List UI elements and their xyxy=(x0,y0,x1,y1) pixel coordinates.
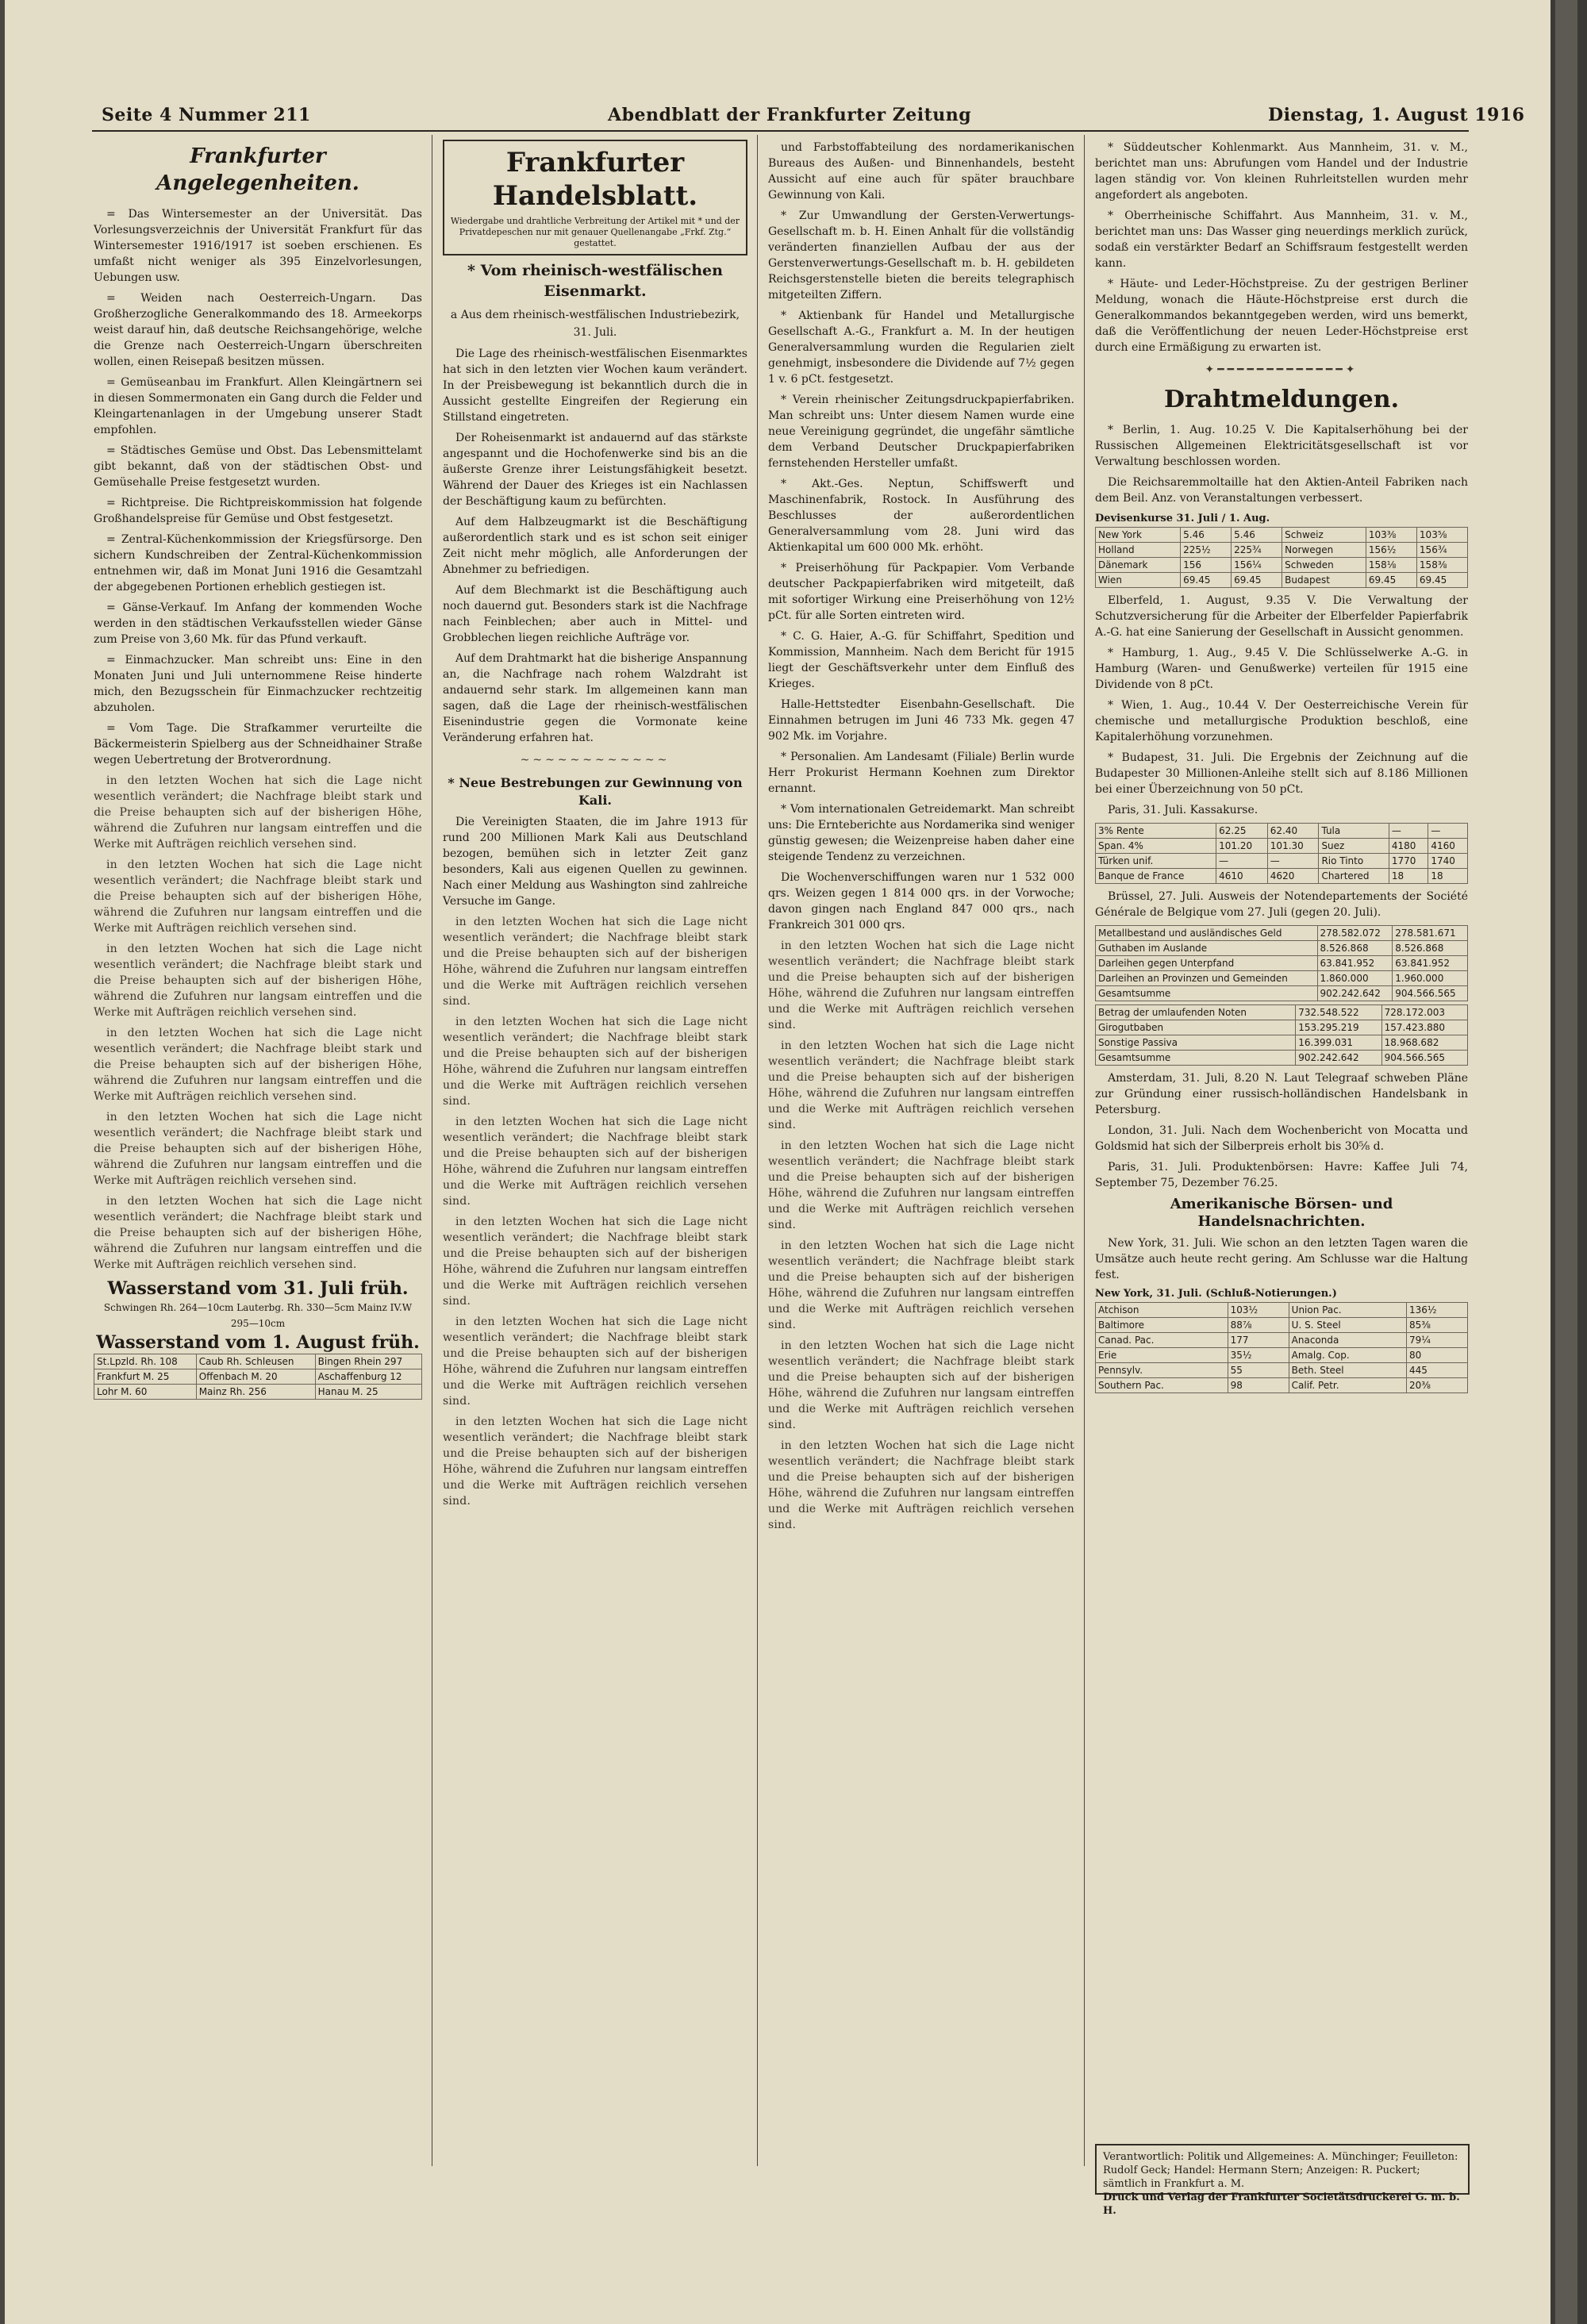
ny-row-cell: 88⅞ xyxy=(1228,1318,1289,1333)
filler-paragraph: in den letzten Wochen hat sich die Lage nicht wesentlich verändert; die Nachfrage bleibt stark und die Preise behaupten sich auf der bisherigen Höhe, während die Zufuhren nur langsam eintreffen und die Werke mit Aufträgen reichlich versehen sind. xyxy=(94,1195,422,1271)
passiva-row xyxy=(1096,1051,1468,1066)
article-paragraph: * Süddeutscher Kohlenmarkt. Aus Mannheim, 31. v. M., berichtet man uns: Abrufungen vom Handel und der Industrie lagen ständig vor. Von kleinen Ruhrleitstellen wurden mehr angefordert als angeboten. xyxy=(1095,141,1468,202)
devisen-row-cell: Schweden xyxy=(1282,558,1366,573)
wire-paragraph: * Wien, 1. Aug., 10.44 V. Der Oesterreichische Verein für chemische und metallurgische Produktion beschloß, eine Kapitalerhöhung vorzunehmen. xyxy=(1095,699,1468,743)
wire-paragraph: * Hamburg, 1. Aug., 9.45 V. Die Schlüsselwerke A.-G. in Hamburg (Waren- und Genußwerke) verteilen für 1915 eine Dividende von 8 pCt. xyxy=(1095,647,1468,691)
filler-paragraph: in den letzten Wochen hat sich die Lage nicht wesentlich verändert; die Nachfrage bleibt stark und die Preise behaupten sich auf der bisherigen Höhe, während die Zufuhren nur langsam eintreffen und die Werke mit Aufträgen reichlich versehen sind. xyxy=(443,1216,747,1308)
devisen-row-cell: 158⅜ xyxy=(1416,558,1467,573)
article-paragraph: = Einmachzucker. Man schreibt uns: Eine in den Monaten Juni und Juli unternommene Reise hinderte mich, den Bezugsschein für Einmachzucker rechtzeitig abzuholen. xyxy=(94,654,422,714)
bruessel-row xyxy=(1096,956,1468,971)
devisen-title: Devisenkurse 31. Juli / 1. Aug. xyxy=(1095,513,1270,524)
article-paragraph: und Farbstoffabteilung des nordamerikanischen Bureaus des Außen- und Binnenhandels, besteht Aussicht auf eine auch für später brauchbare Gewinnung von Kali. xyxy=(768,141,1074,202)
bruessel-row-cell: Darleihen an Provinzen und Gemeinden xyxy=(1096,971,1318,986)
devisen-row-cell: 69.45 xyxy=(1416,573,1467,588)
ornament-divider: ~~~~~~~~~~~~ xyxy=(520,754,671,766)
devisen-row-cell: Norwegen xyxy=(1282,543,1366,558)
paris-row-cell: — xyxy=(1216,854,1268,869)
filler-paragraph: in den letzten Wochen hat sich die Lage nicht wesentlich verändert; die Nachfrage bleibt stark und die Preise behaupten sich auf der bisherigen Höhe, während die Zufuhren nur langsam eintreffen und die Werke mit Aufträgen reichlich versehen sind. xyxy=(443,1416,747,1508)
water-level-row-cell: Offenbach M. 20 xyxy=(196,1369,315,1385)
water-level-row-cell: Hanau M. 25 xyxy=(315,1385,421,1400)
paris-row-cell: 62.40 xyxy=(1267,824,1319,839)
article-list xyxy=(1095,140,1468,355)
bruessel-row xyxy=(1096,971,1468,986)
bruessel-row xyxy=(1096,941,1468,956)
bruessel-row xyxy=(1096,926,1468,941)
ny-row-cell: 136½ xyxy=(1406,1303,1467,1318)
column-divider xyxy=(757,135,758,2166)
devisen-row-cell: 69.45 xyxy=(1181,573,1232,588)
paris-row-cell: Rio Tinto xyxy=(1319,854,1389,869)
passiva-row-cell: 18.968.682 xyxy=(1381,1035,1467,1051)
article-paragraph: = Richtpreise. Die Richtpreiskommission hat folgende Großhandelspreise für Gemüse und Obst festgesetzt. xyxy=(94,497,422,525)
paris-row-cell: 18 xyxy=(1428,869,1468,884)
american-news-para: New York, 31. Juli. Wie schon an den letzten Tagen waren die Umsätze auch heute recht gering. Am Schlusse war die Haltung fest. xyxy=(1095,1237,1468,1281)
wire-paragraph: Elberfeld, 1. August, 9.35 V. Die Verwaltung der Schutzversicherung für die Arbeiter der Elberfelder Papierfabrik A.-G. hat eine Sanierung der Gesellschaft in Aussicht genommen. xyxy=(1095,594,1468,639)
devisen-row xyxy=(1096,558,1468,573)
passiva-row xyxy=(1096,1035,1468,1051)
passiva-row xyxy=(1096,1005,1468,1020)
devisen-row-cell: 103⅝ xyxy=(1416,528,1467,543)
amsterdam-para: Amsterdam, 31. Juli, 8.20 N. Laut Telegraaf schweben Pläne zur Gründung einer russisch-holländischen Handelsbank in Petersburg. xyxy=(1095,1072,1468,1116)
ny-row-cell: 35½ xyxy=(1228,1348,1289,1363)
column-wire-news xyxy=(1095,140,1468,2139)
article-paragraph: = Gänse-Verkauf. Im Anfang der kommenden Woche werden in den städtischen Verkaufsstellen wieder Gänse zum Preise von 3,60 Mk. für das Pfund verkauft. xyxy=(94,601,422,646)
paris-row xyxy=(1096,854,1468,869)
paris-row-cell: 1770 xyxy=(1389,854,1428,869)
passiva-row-cell: 728.172.003 xyxy=(1381,1005,1467,1020)
imprint-line-2: Druck und Verlag der Frankfurter Societätsdruckerei G. m. b. H. xyxy=(1103,2191,1460,2217)
devisen-row-cell: 69.45 xyxy=(1232,573,1282,588)
article-paragraph: Auf dem Drahtmarkt hat die bisherige Anspannung an, die Nachfrage nach rohem Walzdraht ist andauernd sehr stark. Im allgemeinen kann man sagen, daß die Lage der rheinisch-westfälischen Eisenindustrie gegen die Vormonate keine Veränderung erfahren hat. xyxy=(443,652,747,744)
article-heading-2: * Neue Bestrebungen zur Gewinnung von Kali. xyxy=(448,775,743,808)
devisen-row-cell: 156¾ xyxy=(1416,543,1467,558)
devisen-row xyxy=(1096,573,1468,588)
ny-row xyxy=(1096,1303,1468,1318)
ny-row-cell: Southern Pac. xyxy=(1096,1378,1228,1393)
paris-row-cell: 4610 xyxy=(1216,869,1268,884)
passiva-row-cell: 732.548.522 xyxy=(1296,1005,1381,1020)
paris-row-cell: 4160 xyxy=(1428,839,1468,854)
water-level-row xyxy=(94,1369,422,1385)
paris-row xyxy=(1096,839,1468,854)
passiva-row-cell: 16.399.031 xyxy=(1296,1035,1381,1051)
article-paragraph: = Vom Tage. Die Strafkammer verurteilte die Bäckermeisterin Spielberg aus der Schneidhainer Straße wegen Uebertretung der Brotverordnung. xyxy=(94,722,422,766)
article-paragraph: * C. G. Haier, A.-G. für Schiffahrt, Spedition und Kommission, Mannheim. Nach dem Bericht für 1915 liegt der Geschäftsverkehr unter dem Einfluß des Krieges. xyxy=(768,630,1074,690)
bruessel-passiva-table xyxy=(1095,1005,1468,1066)
ny-row-cell: 85⅜ xyxy=(1406,1318,1467,1333)
bruessel-aktiva-table xyxy=(1095,925,1468,1001)
paris-row-cell: Banque de France xyxy=(1096,869,1216,884)
bruessel-row-cell: 1.960.000 xyxy=(1393,971,1468,986)
water-level-row-cell: Frankfurt M. 25 xyxy=(94,1369,197,1385)
water-level-title-1: Wasserstand vom 31. Juli früh. xyxy=(107,1278,409,1299)
paris-row-cell: Chartered xyxy=(1319,869,1389,884)
passiva-row-cell: 153.295.219 xyxy=(1296,1020,1381,1035)
paris-row-cell: — xyxy=(1267,854,1319,869)
bruessel-row-cell: 63.841.952 xyxy=(1393,956,1468,971)
paris-row-cell: — xyxy=(1428,824,1468,839)
ny-row xyxy=(1096,1318,1468,1333)
paris-row-cell: 18 xyxy=(1389,869,1428,884)
ny-table xyxy=(1095,1302,1468,1393)
devisen-row-cell: Budapest xyxy=(1282,573,1366,588)
filler-paragraph: in den letzten Wochen hat sich die Lage nicht wesentlich verändert; die Nachfrage bleibt stark und die Preise behaupten sich auf der bisherigen Höhe, während die Zufuhren nur langsam eintreffen und die Werke mit Aufträgen reichlich versehen sind. xyxy=(768,1239,1074,1331)
filler-paragraph: in den letzten Wochen hat sich die Lage nicht wesentlich verändert; die Nachfrage bleibt stark und die Preise behaupten sich auf der bisherigen Höhe, während die Zufuhren nur langsam eintreffen und die Werke mit Aufträgen reichlich versehen sind. xyxy=(94,774,422,851)
passiva-row-cell: Girogutbaben xyxy=(1096,1020,1296,1035)
ny-title: New York, 31. Juli. (Schluß-Notierungen.) xyxy=(1095,1288,1337,1300)
header-right: Dienstag, 1. August 1916 xyxy=(1268,105,1525,125)
article-paragraph: Auf dem Halbzeugmarkt ist die Beschäftigung außerordentlich stark und es ist schon seit einiger Zeit nicht mehr möglich, alle Anforderungen der Abnehmer zu befriedigen. xyxy=(443,516,747,576)
devisen-row xyxy=(1096,543,1468,558)
london-para: London, 31. Juli. Nach dem Wochenbericht von Mocatta und Goldsmid hat sich der Silberpreis erholt bis 30⅝ d. xyxy=(1095,1124,1468,1153)
article-paragraph: Die Wochenverschiffungen waren nur 1 532 000 qrs. Weizen gegen 1 814 000 qrs. in der Vorwoche; davon gingen nach England 847 000 qrs., nach Frankreich 301 000 qrs. xyxy=(768,871,1074,932)
devisen-row-cell: 69.45 xyxy=(1366,573,1416,588)
article-paragraph: * Häute- und Leder-Höchstpreise. Zu der gestrigen Berliner Meldung, wonach die Häute-Höchstpreise erst durch die Generalkommandos bekanntgegeben werden, wird uns bemerkt, daß die Veröffentlichung der neuen Leder-Höchstpreise erst durch eine Ermäßigung zu erwarten ist. xyxy=(1095,278,1468,354)
filler-paragraph: in den letzten Wochen hat sich die Lage nicht wesentlich verändert; die Nachfrage bleibt stark und die Preise behaupten sich auf der bisherigen Höhe, während die Zufuhren nur langsam eintreffen und die Werke mit Aufträgen reichlich versehen sind. xyxy=(768,1439,1074,1531)
paris-row-cell: Tula xyxy=(1319,824,1389,839)
article-paragraph: Der Roheisenmarkt ist andauernd auf das stärkste angespannt und die Hochofenwerke sind bis an die äußerste Grenze ihrer Leistungsfähigkeit besetzt. Während der Dauer des Krieges ist ein Nachlassen der Beschäftigung kaum zu befürchten. xyxy=(443,432,747,508)
ny-row xyxy=(1096,1348,1468,1363)
passiva-row-cell: Betrag der umlaufenden Noten xyxy=(1096,1005,1296,1020)
bruessel-row-cell: Metallbestand und ausländisches Geld xyxy=(1096,926,1318,941)
bruessel-row xyxy=(1096,986,1468,1001)
water-level-row xyxy=(94,1385,422,1400)
article-paragraph: = Weiden nach Oesterreich-Ungarn. Das Großherzogliche Generalkommando des 18. Armeekorps weist darauf hin, daß deutsche Reichsangehörige, welche die Grenze nach Oesterreich-Ungarn überschreiten wollen, einen Reisepaß besitzen müssen. xyxy=(94,292,422,368)
water-level-row-cell: Bingen Rhein 297 xyxy=(315,1354,421,1369)
filler-paragraph: in den letzten Wochen hat sich die Lage nicht wesentlich verändert; die Nachfrage bleibt stark und die Preise behaupten sich auf der bisherigen Höhe, während die Zufuhren nur langsam eintreffen und die Werke mit Aufträgen reichlich versehen sind. xyxy=(94,859,422,935)
devisen-row-cell: Dänemark xyxy=(1096,558,1181,573)
article-list xyxy=(94,206,422,1273)
ornament-divider: ✦━━━━━━━━━━━━━✦ xyxy=(1205,363,1358,376)
ny-row-cell: Beth. Steel xyxy=(1289,1363,1406,1378)
column-trade-sheet xyxy=(443,140,747,2163)
devisen-table xyxy=(1095,527,1468,588)
ny-row-cell: 103½ xyxy=(1228,1303,1289,1318)
devisen-row-cell: 225½ xyxy=(1181,543,1232,558)
bruessel-row-cell: 902.242.642 xyxy=(1317,986,1393,1001)
article-paragraph: * Zur Umwandlung der Gersten-Verwertungs-Gesellschaft m. b. H. Einen Anhalt für die vollständig veränderten finanziellen Aufbau der aus der Gerstenverwertungs-Gesellschaft m. b. H. gebildeten Reichsgerstenstelle bieten die bereits telegraphisch mitgeteilten Ziffern. xyxy=(768,209,1074,302)
devisen-row-cell: 5.46 xyxy=(1232,528,1282,543)
devisen-row-cell: 225¾ xyxy=(1232,543,1282,558)
ny-row-cell: 80 xyxy=(1406,1348,1467,1363)
article-body xyxy=(443,346,747,746)
paris-row-cell: Türken unif. xyxy=(1096,854,1216,869)
newspaper-page xyxy=(5,0,1550,2324)
ny-row-cell: Union Pac. xyxy=(1289,1303,1406,1318)
ny-row-cell: Atchison xyxy=(1096,1303,1228,1318)
passiva-row-cell: 904.566.565 xyxy=(1381,1051,1467,1066)
water-level-title-2: Wasserstand vom 1. August früh. xyxy=(96,1332,420,1353)
filler-paragraph: in den letzten Wochen hat sich die Lage nicht wesentlich verändert; die Nachfrage bleibt stark und die Preise behaupten sich auf der bisherigen Höhe, während die Zufuhren nur langsam eintreffen und die Werke mit Aufträgen reichlich versehen sind. xyxy=(94,943,422,1019)
paris-row-cell: 4620 xyxy=(1267,869,1319,884)
header-left: Seite 4 Nummer 211 xyxy=(102,105,311,125)
devisen-row-cell: 156¼ xyxy=(1232,558,1282,573)
filler-paragraph: in den letzten Wochen hat sich die Lage nicht wesentlich verändert; die Nachfrage bleibt stark und die Preise behaupten sich auf der bisherigen Höhe, während die Zufuhren nur langsam eintreffen und die Werke mit Aufträgen reichlich versehen sind. xyxy=(443,1016,747,1108)
passiva-row-cell: 157.423.880 xyxy=(1381,1020,1467,1035)
filler-paragraph: in den letzten Wochen hat sich die Lage nicht wesentlich verändert; die Nachfrage bleibt stark und die Preise behaupten sich auf der bisherigen Höhe, während die Zufuhren nur langsam eintreffen und die Werke mit Aufträgen reichlich versehen sind. xyxy=(768,1139,1074,1231)
bruessel-row-cell: Gesamtsumme xyxy=(1096,986,1318,1001)
section-title: Frankfurter Angelegenheiten. xyxy=(156,144,359,195)
wire-paragraph: * Budapest, 31. Juli. Die Ergebnis der Zeichnung auf die Budapester 30 Millionen-Anleihe stellt sich auf 8.186 Millionen bei einer Überzeichnung von 50 pCt. xyxy=(1095,751,1468,796)
paris-row-cell: 4180 xyxy=(1389,839,1428,854)
passiva-row xyxy=(1096,1020,1468,1035)
water-level-row-cell: Aschaffenburg 12 xyxy=(315,1369,421,1385)
paris-row-cell: 101.30 xyxy=(1267,839,1319,854)
imprint-line-1: Verantwortlich: Politik und Allgemeines: A. Münchinger; Feuilleton: Rudolf Geck; Handel: Hermann Stern; Anzeigen: R. Puckert; sämtlich in Frankfurt a. M. xyxy=(1103,2151,1458,2190)
column-markets xyxy=(768,140,1074,2163)
filler-paragraph: in den letzten Wochen hat sich die Lage nicht wesentlich verändert; die Nachfrage bleibt stark und die Preise behaupten sich auf der bisherigen Höhe, während die Zufuhren nur langsam eintreffen und die Werke mit Aufträgen reichlich versehen sind. xyxy=(443,1116,747,1208)
ny-row-cell: Canad. Pac. xyxy=(1096,1333,1228,1348)
ny-row-cell: 55 xyxy=(1228,1363,1289,1378)
water-level-line: Schwingen Rh. 264—10cm Lauterbg. Rh. 330—5cm Mainz IV.W 295—10cm xyxy=(103,1302,413,1329)
article-paragraph: Die Vereinigten Staaten, die im Jahre 1913 für rund 200 Millionen Mark Kali aus Deutschland bezogen, bemühen sich in letzter Zeit ganz besonders, Kali aus eigenen Quellen zu gewinnen. Nach einer Meldung aus Washington sind zahlreiche Versuche im Gange. xyxy=(443,816,747,908)
article-paragraph: = Zentral-Küchenkommission der Kriegsfürsorge. Den sichern Kundschreiben der Zentral-Küchenkommission entnehmen wir, daß im Monat Juni 1916 die Gesamtzahl der abgegebenen Portionen erheblich gestiegen ist. xyxy=(94,533,422,593)
devisen-row-cell: 156 xyxy=(1181,558,1232,573)
ny-row-cell: Pennsylv. xyxy=(1096,1363,1228,1378)
header-center: Abendblatt der Frankfurter Zeitung xyxy=(608,105,972,125)
paris-row-cell: 1740 xyxy=(1428,854,1468,869)
page-edge-inner xyxy=(1555,0,1577,2324)
article-paragraph: Auf dem Blechmarkt ist die Beschäftigung auch noch dauernd gut. Besonders stark ist die Nachfrage nach Feinblechen; aber auch in Mittel- und Grobblechen liegen reichliche Aufträge vor. xyxy=(443,584,747,644)
filler-paragraph: in den letzten Wochen hat sich die Lage nicht wesentlich verändert; die Nachfrage bleibt stark und die Preise behaupten sich auf der bisherigen Höhe, während die Zufuhren nur langsam eintreffen und die Werke mit Aufträgen reichlich versehen sind. xyxy=(94,1111,422,1187)
devisen-row-cell: 158⅛ xyxy=(1366,558,1416,573)
ny-row-cell: Erie xyxy=(1096,1348,1228,1363)
filler-paragraph: in den letzten Wochen hat sich die Lage nicht wesentlich verändert; die Nachfrage bleibt stark und die Preise behaupten sich auf der bisherigen Höhe, während die Zufuhren nur langsam eintreffen und die Werke mit Aufträgen reichlich versehen sind. xyxy=(443,916,747,1008)
article-paragraph: = Gemüseanbau im Frankfurt. Allen Kleingärtnern sei in diesen Sommermonaten ein Gang durch die Felder und Kleingartenanlagen in der Umgebung unserer Stadt empfohlen. xyxy=(94,376,422,436)
water-level-row-cell: Caub Rh. Schleusen xyxy=(196,1354,315,1369)
ny-row-cell: Amalg. Cop. xyxy=(1289,1348,1406,1363)
passiva-row-cell: Sonstige Passiva xyxy=(1096,1035,1296,1051)
article-paragraph: * Oberrheinische Schiffahrt. Aus Mannheim, 31. v. M., berichtet man uns: Das Wasser ging neuerdings merklich zurück, sodaß ein verstärkter Bedarf an Schiffsraum festgestellt werden kann. xyxy=(1095,209,1468,270)
ny-row-cell: 20⅜ xyxy=(1406,1378,1467,1393)
paris-table xyxy=(1095,823,1468,884)
ny-row-cell: 177 xyxy=(1228,1333,1289,1348)
bruessel-row-cell: 278.582.072 xyxy=(1317,926,1393,941)
header-rule xyxy=(92,130,1469,132)
filler-paragraph: in den letzten Wochen hat sich die Lage nicht wesentlich verändert; die Nachfrage bleibt stark und die Preise behaupten sich auf der bisherigen Höhe, während die Zufuhren nur langsam eintreffen und die Werke mit Aufträgen reichlich versehen sind. xyxy=(768,1339,1074,1431)
wire-paragraph: Die Reichsaremmoltaille hat den Aktien-Anteil Fabriken nach dem Beil. Anz. von Veranstaltungen verbessert. xyxy=(1095,476,1468,505)
water-level-table xyxy=(94,1354,422,1400)
ny-row-cell: Anaconda xyxy=(1289,1333,1406,1348)
column-divider xyxy=(1084,135,1085,2166)
trade-title-box xyxy=(443,140,747,255)
trade-subnote: Wiedergabe und drahtliche Verbreitung der Artikel mit * und der Privatdepeschen nur mit genauer Quellenangabe „Frkf. Ztg.“ gestattet. xyxy=(450,216,740,248)
ny-row-cell: U. S. Steel xyxy=(1289,1318,1406,1333)
article-paragraph: Die Lage des rheinisch-westfälischen Eisenmarktes hat sich in den letzten vier Wochen kaum verändert. In der Preisbewegung ist bekanntlich durch die in Aussicht gestellte Eingreifen der Regierung ein Stillstand eingetreten. xyxy=(443,348,747,424)
filler-paragraph: in den letzten Wochen hat sich die Lage nicht wesentlich verändert; die Nachfrage bleibt stark und die Preise behaupten sich auf der bisherigen Höhe, während die Zufuhren nur langsam eintreffen und die Werke mit Aufträgen reichlich versehen sind. xyxy=(443,1316,747,1408)
american-news-title: Amerikanische Börsen- und Handelsnachrichten. xyxy=(1170,1196,1393,1230)
article-paragraph: * Vom internationalen Getreidemarkt. Man schreibt uns: Die Ernteberichte aus Nordamerika sind weniger günstig gewesen; die Weizenpreise haben daher eine steigende Tendenz zu verzeichnen. xyxy=(768,803,1074,863)
column-local-news xyxy=(94,140,422,2163)
imprint-box xyxy=(1095,2144,1470,2217)
water-level-row-cell: Lohr M. 60 xyxy=(94,1385,197,1400)
ny-row-cell: 79¼ xyxy=(1406,1333,1467,1348)
water-level-row xyxy=(94,1354,422,1369)
article-paragraph: = Städtisches Gemüse und Obst. Das Lebensmittelamt gibt bekannt, daß von der städtischen Obst- und Gemüsehalle Preise festgesetzt wurden. xyxy=(94,444,422,489)
passiva-row-cell: Gesamtsumme xyxy=(1096,1051,1296,1066)
filler-paragraph: in den letzten Wochen hat sich die Lage nicht wesentlich verändert; die Nachfrage bleibt stark und die Preise behaupten sich auf der bisherigen Höhe, während die Zufuhren nur langsam eintreffen und die Werke mit Aufträgen reichlich versehen sind. xyxy=(768,939,1074,1031)
bruessel-row-cell: 8.526.868 xyxy=(1393,941,1468,956)
article-paragraph: * Akt.-Ges. Neptun, Schiffswerft und Maschinenfabrik, Rostock. In Ausführung des Beschlusses der außerordentlichen Generalversammlung vom 28. Juni wird das Aktienkapital um 600 000 Mk. erhöht. xyxy=(768,478,1074,554)
paris-row-cell: 62.25 xyxy=(1216,824,1268,839)
devisen-row xyxy=(1096,528,1468,543)
bruessel-row-cell: 904.566.565 xyxy=(1393,986,1468,1001)
water-level-row-cell: Mainz Rh. 256 xyxy=(196,1385,315,1400)
article-paragraph: * Preiserhöhung für Packpapier. Vom Verbande deutscher Packpapierfabriken wird mitgeteilt, daß mit sofortiger Wirkung eine Preiserhöhung von 12½ pCt. für alle Sorten eintreten wird. xyxy=(768,562,1074,622)
ny-row xyxy=(1096,1333,1468,1348)
wire-news-more xyxy=(1095,593,1468,818)
filler-paragraph: in den letzten Wochen hat sich die Lage nicht wesentlich verändert; die Nachfrage bleibt stark und die Preise behaupten sich auf der bisherigen Höhe, während die Zufuhren nur langsam eintreffen und die Werke mit Aufträgen reichlich versehen sind. xyxy=(768,1039,1074,1131)
devisen-row-cell: New York xyxy=(1096,528,1181,543)
wire-paragraph: Paris, 31. Juli. Kassakurse. xyxy=(1108,804,1258,816)
water-level-row-cell: St.Lpzld. Rh. 108 xyxy=(94,1354,197,1369)
paris-row xyxy=(1096,824,1468,839)
article-paragraph: Halle-Hettstedter Eisenbahn-Gesellschaft. Die Einnahmen betrugen im Juni 46 733 Mk. gegen 47 902 Mk. im Vorjahre. xyxy=(768,698,1074,743)
article-paragraph: * Verein rheinischer Zeitungsdruckpapierfabriken. Man schreibt uns: Unter diesem Namen wurde eine neue Vereinigung gegründet, die ungefähr sämtliche dem Verband Deutscher Druckpapierfabriken fernstehenden Hersteller umfaßt. xyxy=(768,394,1074,470)
ny-row-cell: 445 xyxy=(1406,1363,1467,1378)
paris-row-cell: Suez xyxy=(1319,839,1389,854)
wire-news-title: Drahtmeldungen. xyxy=(1163,386,1400,413)
article-heading: * Vom rheinisch-westfälischen Eisenmarkt. xyxy=(467,262,723,300)
wire-paragraph: * Berlin, 1. Aug. 10.25 V. Die Kapitalserhöhung bei der Russischen Allgemeinen Elektricitätsgesellschaft ist vor Verwaltung beschlossen worden. xyxy=(1095,424,1468,468)
article-list xyxy=(768,140,1074,1533)
bruessel-line: Brüssel, 27. Juli. Ausweis der Notendepartements der Société Générale de Belgique vom 27. Juli (gegen 20. Juli). xyxy=(1095,890,1468,919)
filler-paragraph: in den letzten Wochen hat sich die Lage nicht wesentlich verändert; die Nachfrage bleibt stark und die Preise behaupten sich auf der bisherigen Höhe, während die Zufuhren nur langsam eintreffen und die Werke mit Aufträgen reichlich versehen sind. xyxy=(94,1027,422,1103)
passiva-row-cell: 902.242.642 xyxy=(1296,1051,1381,1066)
paris-row-cell: 101.20 xyxy=(1216,839,1268,854)
devisen-row-cell: Wien xyxy=(1096,573,1181,588)
bruessel-row-cell: Darleihen gegen Unterpfand xyxy=(1096,956,1318,971)
devisen-row-cell: 156½ xyxy=(1366,543,1416,558)
ny-row-cell: Calif. Petr. xyxy=(1289,1378,1406,1393)
ny-row-cell: Baltimore xyxy=(1096,1318,1228,1333)
bruessel-row-cell: 1.860.000 xyxy=(1317,971,1393,986)
paris-row-cell: Span. 4% xyxy=(1096,839,1216,854)
ny-row xyxy=(1096,1363,1468,1378)
bruessel-row-cell: 63.841.952 xyxy=(1317,956,1393,971)
bruessel-row-cell: 278.581.671 xyxy=(1393,926,1468,941)
article-paragraph: * Personalien. Am Landesamt (Filiale) Berlin wurde Herr Prokurist Hermann Koehnen zum Direktor ernannt. xyxy=(768,751,1074,795)
article-dateline: a Aus dem rheinisch-westfälischen Industriebezirk, 31. Juli. xyxy=(450,309,740,339)
ny-row-cell: 98 xyxy=(1228,1378,1289,1393)
wire-news-body xyxy=(1095,422,1468,506)
article-paragraph: = Das Wintersemester an der Universität. Das Vorlesungsverzeichnis der Universität Frankfurt für das Wintersemester 1916/1917 ist soeben erschienen. Es umfaßt nicht weniger als 395 Einzelvorlesungen, Uebungen usw. xyxy=(94,208,422,284)
paris-row-cell: 3% Rente xyxy=(1096,824,1216,839)
devisen-row-cell: Schweiz xyxy=(1282,528,1366,543)
article-paragraph: * Aktienbank für Handel und Metallurgische Gesellschaft A.-G., Frankfurt a. M. In der heutigen Generalversammlung wurden die Regularien zielt genehmigt, insbesondere die Dividende auf 7½ gegen 1 v. 6 pCt. festgesetzt. xyxy=(768,309,1074,386)
paris-row-cell: — xyxy=(1389,824,1428,839)
devisen-row-cell: 103⅜ xyxy=(1366,528,1416,543)
article-body-2 xyxy=(443,814,747,1509)
bruessel-row-cell: 8.526.868 xyxy=(1317,941,1393,956)
paris-row xyxy=(1096,869,1468,884)
devisen-row-cell: Holland xyxy=(1096,543,1181,558)
devisen-row-cell: 5.46 xyxy=(1181,528,1232,543)
bruessel-row-cell: Guthaben im Auslande xyxy=(1096,941,1318,956)
trade-title: Frankfurter Handelsblatt. xyxy=(492,147,698,212)
paris2-para: Paris, 31. Juli. Produktenbörsen: Havre: Kaffee Juli 74, September 75, Dezember 76.25. xyxy=(1095,1161,1468,1189)
ny-row xyxy=(1096,1378,1468,1393)
